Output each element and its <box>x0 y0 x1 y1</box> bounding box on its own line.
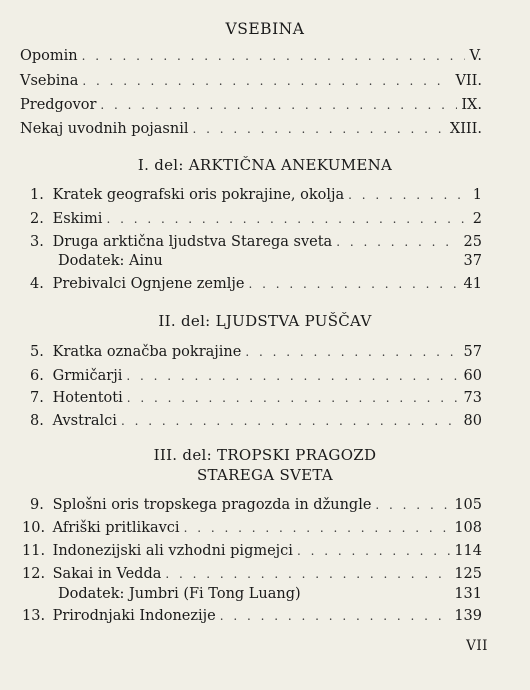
dot-leader <box>82 49 466 63</box>
dot-leader <box>248 277 459 291</box>
toc-entry-addendum-ainu <box>58 253 482 269</box>
dot-leader <box>82 74 451 88</box>
toc-entry-front-1 <box>20 48 482 64</box>
dot-leader <box>375 498 450 512</box>
entry-page: 41 <box>463 276 482 292</box>
entry-page: 57 <box>463 344 482 360</box>
part-1-title: I. del: ARKTIČNA ANEKUMENA <box>137 156 393 174</box>
entry-number: 6. <box>30 368 44 384</box>
entry-number: 2. <box>30 211 44 227</box>
toc-entry-7 <box>30 390 482 406</box>
entry-number: 12. <box>22 566 46 582</box>
entry-label: Prirodnjaki Indonezije <box>52 608 216 624</box>
entry-label: Nekaj uvodnih pojasnil <box>20 121 189 137</box>
toc-entry-4 <box>30 276 482 292</box>
dot-leader <box>121 414 460 428</box>
toc-entry-10 <box>22 520 482 536</box>
entry-number: 3. <box>30 234 44 250</box>
entry-page: 37 <box>463 253 482 269</box>
toc-entry-11 <box>22 543 482 559</box>
part-2-title: II. del: LJUDSTVA PUŠČAV <box>158 312 372 330</box>
dot-leader <box>348 188 469 202</box>
entry-label: Opomin <box>20 48 78 64</box>
entry-label: Dodatek: Jumbri (Fi Tong Luang) <box>58 586 301 602</box>
entry-label: Predgovor <box>20 97 97 113</box>
entry-number: 7. <box>30 390 44 406</box>
dot-leader <box>336 235 459 249</box>
entry-number: 13. <box>22 608 46 624</box>
dot-leader <box>126 369 459 383</box>
entry-label: Hotentoti <box>52 390 123 406</box>
toc-entry-front-2 <box>20 73 482 89</box>
toc-entry-12 <box>22 566 482 582</box>
dot-leader <box>297 544 450 558</box>
toc-heading: VSEBINA <box>225 20 305 38</box>
part-3-title-line-1: III. del: TROPSKI PRAGOZD <box>153 446 377 464</box>
entry-number: 1. <box>30 187 44 203</box>
entry-page: 125 <box>454 566 482 582</box>
entry-label: Dodatek: Ainu <box>58 253 163 269</box>
entry-page: 25 <box>463 234 482 250</box>
dot-leader <box>165 567 450 581</box>
toc-entry-1 <box>30 187 482 203</box>
entry-label: Indonezijski ali vzhodni pigmejci <box>52 543 293 559</box>
entry-number: 4. <box>30 276 44 292</box>
entry-page: 60 <box>463 368 482 384</box>
dot-leader <box>100 98 457 112</box>
entry-number: 5. <box>30 344 44 360</box>
entry-label: Avstralci <box>52 413 117 429</box>
entry-label: Druga arktična ljudstva Starega sveta <box>52 234 333 250</box>
entry-label: Prebivalci Ognjene zemlje <box>52 276 245 292</box>
entry-number: 8. <box>30 413 44 429</box>
entry-page: 1 <box>472 187 482 203</box>
dot-leader <box>220 609 451 623</box>
entry-label: Afriški pritlikavci <box>52 520 180 536</box>
entry-label: Sakai in Vedda <box>52 566 162 582</box>
entry-page: 105 <box>454 497 482 513</box>
toc-entry-9 <box>30 497 482 513</box>
entry-page: 80 <box>463 413 482 429</box>
part-3-title-line-2: STAREGA SVETA <box>196 466 334 484</box>
entry-page: 131 <box>454 586 482 602</box>
entry-page: 108 <box>454 520 482 536</box>
dot-leader <box>192 122 445 136</box>
toc-entry-6 <box>30 368 482 384</box>
entry-label: Kratka označba pokrajine <box>52 344 242 360</box>
dot-leader <box>184 521 451 535</box>
entry-page: VII. <box>455 73 482 89</box>
dot-leader <box>127 391 460 405</box>
dot-leader <box>106 212 468 226</box>
page-folio: VII <box>466 638 488 654</box>
toc-entry-front-3 <box>20 97 482 113</box>
toc-entry-3 <box>30 234 482 250</box>
toc-entry-8 <box>30 413 482 429</box>
entry-label: Kratek geografski oris pokrajine, okolja <box>52 187 345 203</box>
entry-page: IX. <box>461 97 482 113</box>
toc-entry-front-4 <box>20 121 482 137</box>
entry-page: XIII. <box>449 121 482 137</box>
entry-label: Vsebina <box>20 73 79 89</box>
toc-entry-2 <box>30 211 482 227</box>
entry-label: Eskimi <box>52 211 103 227</box>
entry-number: 10. <box>22 520 46 536</box>
entry-page: V. <box>469 48 482 64</box>
toc-entry-addendum-jumbri <box>58 586 482 602</box>
entry-page: 2 <box>472 211 482 227</box>
entry-page: 139 <box>454 608 482 624</box>
entry-number: 11. <box>22 543 46 559</box>
toc-entry-13 <box>22 608 482 624</box>
toc-entry-5 <box>30 344 482 360</box>
entry-number: 9. <box>30 497 44 513</box>
dot-leader <box>245 345 459 359</box>
entry-page: 73 <box>463 390 482 406</box>
entry-label: Splošni oris tropskega pragozda in džungle <box>52 497 372 513</box>
entry-page: 114 <box>454 543 482 559</box>
entry-label: Grmičarji <box>52 368 123 384</box>
